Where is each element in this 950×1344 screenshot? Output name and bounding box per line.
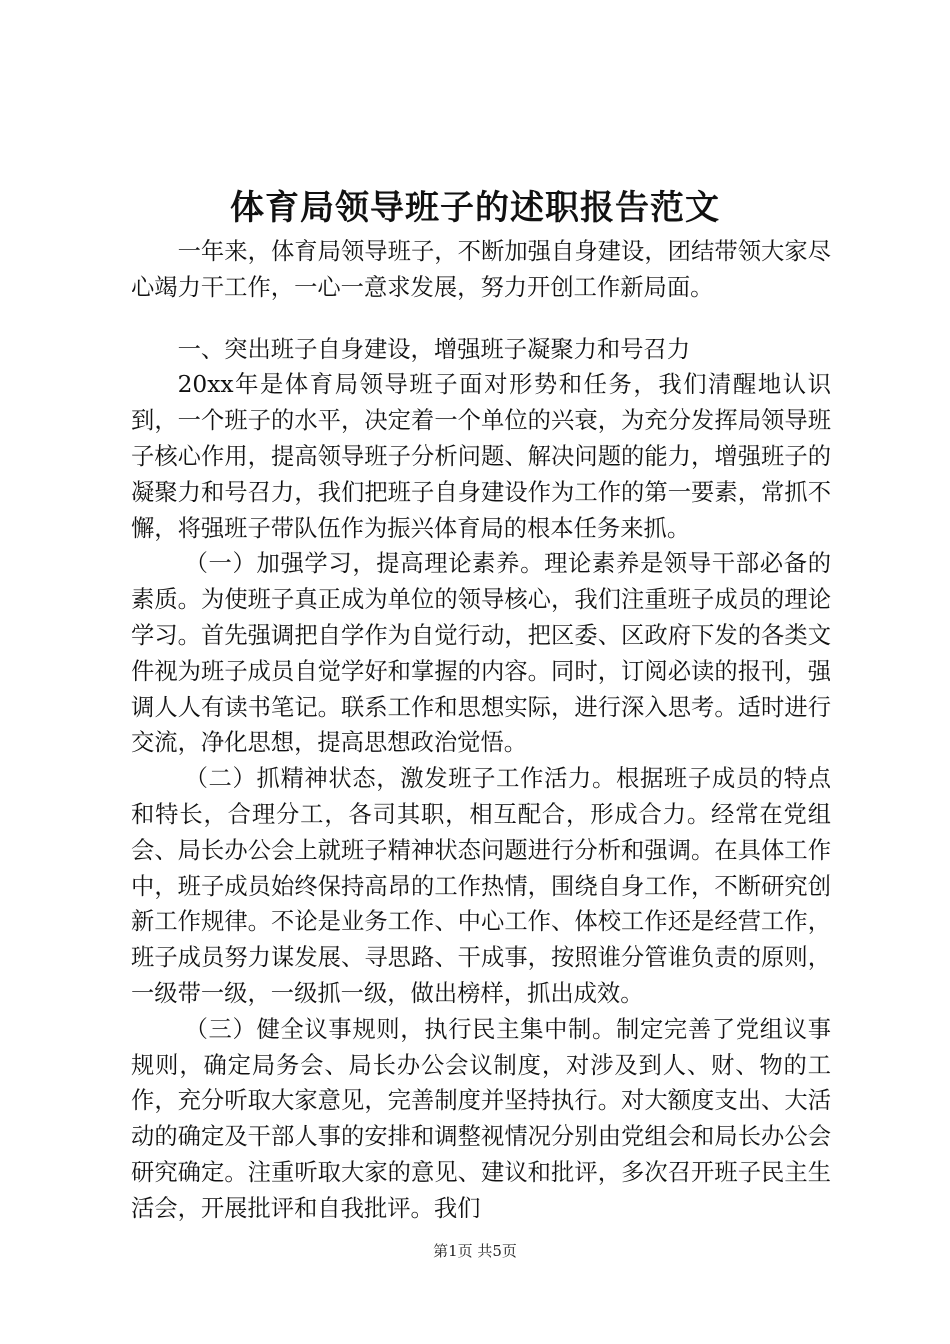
page-footer: 第1页 共5页 xyxy=(433,1242,517,1260)
item-1-paragraph: （一）加强学习，提高理论素养。理论素养是领导干部必备的素质。为使班子真正成为单位的领导核心，我们注重班子成员的理论学习。首先强调把自学作为自觉行动，把区委、区政府下发的各类文件视为班子成员自觉学好和掌握的内容。同时，订阅必读的报刊，强调人人有读书笔记。联系工作和思想实际，进行深入思考。适时进行交流，净化思想，提高思想政治觉悟。 xyxy=(131,550,831,757)
section-1-heading: 一、突出班子自身建设，增强班子凝聚力和号召力 xyxy=(177,335,691,363)
document-body xyxy=(131,234,831,1227)
document-title: 体育局领导班子的述职报告范文 xyxy=(230,188,720,228)
item-3-paragraph: （三）健全议事规则，执行民主集中制。制定完善了党组议事规则，确定局务会、局长办公会议制度，对涉及到人、财、物的工作，充分听取大家意见，完善制度并坚持执行。对大额度支出、大活动的确定及干部人事的安排和调整视情况分别由党组会和局长办公会研究确定。注重听取大家的意见、建议和批评，多次召开班子民主生活会，开展批评和自我批评。我们 xyxy=(131,1015,831,1222)
item-2-paragraph: （二）抓精神状态，激发班子工作活力。根据班子成员的特点和特长，合理分工，各司其职，相互配合，形成合力。经常在党组会、局长办公会上就班子精神状态问题进行分析和强调。在具体工作中，班子成员始终保持高昂的工作热情，围绕自身工作，不断研究创新工作规律。不论是业务工作、中心工作、体校工作还是经营工作，班子成员努力谋发展、寻思路、干成事，按照谁分管谁负责的原则，一级带一级，一级抓一级，做出榜样，抓出成效。 xyxy=(131,765,831,1007)
intro-paragraph: 一年来，体育局领导班子，不断加强自身建设，团结带领大家尽心竭力干工作，一心一意求发展，努力开创工作新局面。 xyxy=(131,238,831,301)
section-1-paragraph: 20xx年是体育局领导班子面对形势和任务，我们清醒地认识到，一个班子的水平，决定着一个单位的兴衰，为充分发挥局领导班子核心作用，提高领导班子分析问题、解决问题的能力，增强班子的凝聚力和号召力，我们把班子自身建设作为工作的第一要素，常抓不懈，将强班子带队伍作为振兴体育局的根本任务来抓。 xyxy=(131,371,831,542)
